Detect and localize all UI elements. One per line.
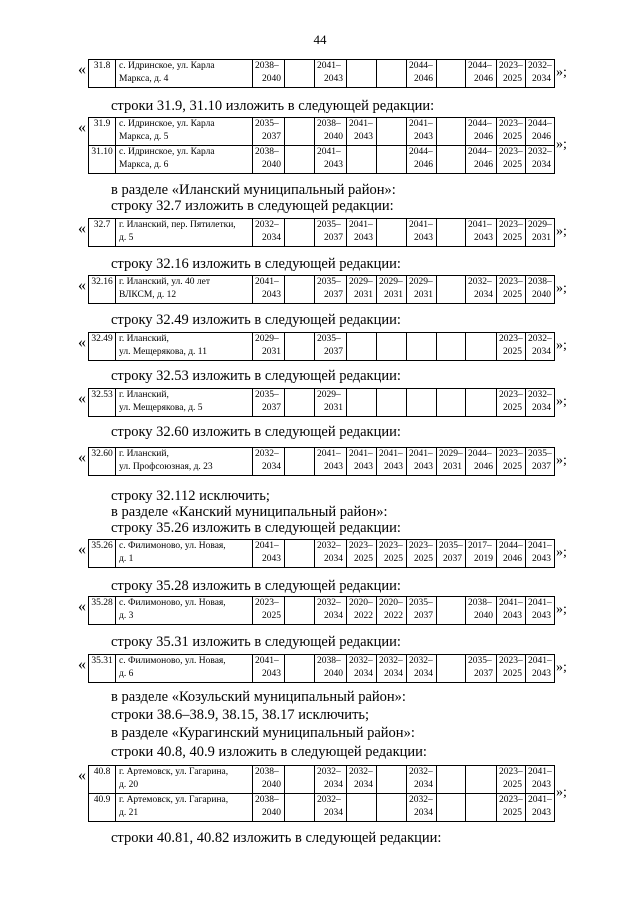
period-cell-3: 2041– 2043 — [315, 60, 347, 88]
period-cell-4 — [347, 146, 377, 174]
period-cell-9: 2023– 2025 — [497, 655, 526, 683]
paragraph-11: строку 35.28 изложить в следующей редакции: — [111, 578, 401, 594]
row-number: 32.16 — [89, 276, 116, 304]
period-cell-5 — [377, 766, 407, 794]
period-cell-5: 2029– 2031 — [377, 276, 407, 304]
row-number: 35.28 — [89, 597, 116, 625]
table-row — [89, 118, 555, 146]
close-quote: »; — [556, 224, 567, 239]
address-cell: г. Иланский, ул. Мещерякова, д. 5 — [116, 389, 253, 417]
period-cell-5 — [377, 219, 407, 247]
close-quote: »; — [556, 453, 567, 468]
table-row — [89, 766, 555, 794]
address-cell: с. Идринское, ул. Карла Маркса, д. 5 — [116, 118, 253, 146]
period-cell-4 — [347, 794, 377, 822]
period-cell-8: 2032– 2034 — [466, 276, 497, 304]
row-number: 32.7 — [89, 219, 116, 247]
period-cell-9: 2023– 2025 — [497, 766, 526, 794]
period-cell-4: 2029– 2031 — [347, 276, 377, 304]
period-cell-2 — [285, 146, 315, 174]
period-cell-6: 2032– 2034 — [407, 655, 437, 683]
row-number: 35.26 — [89, 540, 116, 568]
period-cell-5: 2023– 2025 — [377, 540, 407, 568]
period-cell-4: 2020– 2022 — [347, 597, 377, 625]
period-cell-10: 2044– 2046 — [526, 118, 555, 146]
period-cell-7 — [437, 146, 466, 174]
close-quote: »; — [556, 785, 567, 800]
paragraph-12: строку 35.31 изложить в следующей редакции: — [111, 634, 401, 650]
period-cell-7 — [437, 219, 466, 247]
period-cell-4: 2032– 2034 — [347, 655, 377, 683]
period-cell-7: 2029– 2031 — [437, 448, 466, 476]
period-cell-2 — [285, 219, 315, 247]
paragraph-5: строку 32.49 изложить в следующей редакции: — [111, 312, 401, 328]
period-cell-5 — [377, 794, 407, 822]
close-quote: »; — [556, 137, 567, 152]
period-cell-10: 2041– 2043 — [526, 655, 555, 683]
period-cell-4: 2041– 2043 — [347, 448, 377, 476]
period-cell-10: 2038– 2040 — [526, 276, 555, 304]
period-cell-8 — [466, 794, 497, 822]
period-cell-7 — [437, 276, 466, 304]
paragraph-13: в разделе «Козульский муниципальный район»: — [111, 689, 406, 705]
period-cell-1: 2038– 2040 — [253, 794, 285, 822]
period-cell-4 — [347, 333, 377, 361]
close-quote: »; — [556, 338, 567, 353]
period-cell-7 — [437, 794, 466, 822]
period-cell-2 — [285, 276, 315, 304]
close-quote: »; — [556, 394, 567, 409]
period-cell-6: 2032– 2034 — [407, 766, 437, 794]
close-quote: »; — [556, 602, 567, 617]
period-cell-10: 2041– 2043 — [526, 540, 555, 568]
period-cell-6: 2041– 2043 — [407, 118, 437, 146]
period-cell-10: 2041– 2043 — [526, 766, 555, 794]
period-cell-3: 2035– 2037 — [315, 219, 347, 247]
open-quote: « — [78, 598, 86, 615]
table-row — [89, 276, 555, 304]
paragraph-17: строки 40.81, 40.82 изложить в следующей редакции: — [111, 830, 442, 846]
period-cell-7: 2035– 2037 — [437, 540, 466, 568]
period-cell-9: 2023– 2025 — [497, 219, 526, 247]
period-cell-1: 2032– 2034 — [253, 219, 285, 247]
period-cell-7 — [437, 60, 466, 88]
period-cell-2 — [285, 766, 315, 794]
period-cell-4 — [347, 389, 377, 417]
period-cell-2 — [285, 794, 315, 822]
period-cell-1: 2035– 2037 — [253, 389, 285, 417]
period-cell-8: 2044– 2046 — [466, 146, 497, 174]
row-number: 31.9 — [89, 118, 116, 146]
period-cell-3: 2032– 2034 — [315, 794, 347, 822]
paragraph-6: строку 32.53 изложить в следующей редакции: — [111, 368, 401, 384]
period-cell-1: 2041– 2043 — [253, 276, 285, 304]
table-row — [89, 597, 555, 625]
period-cell-1: 2035– 2037 — [253, 118, 285, 146]
row-number: 32.49 — [89, 333, 116, 361]
period-cell-6: 2023– 2025 — [407, 540, 437, 568]
open-quote: « — [78, 390, 86, 407]
period-cell-3: 2032– 2034 — [315, 766, 347, 794]
period-cell-6: 2041– 2043 — [407, 448, 437, 476]
table-row — [89, 219, 555, 247]
paragraph-1: строки 31.9, 31.10 изложить в следующей редакции: — [111, 98, 435, 114]
address-cell: г. Иланский, ул. 40 лет ВЛКСМ, д. 12 — [116, 276, 253, 304]
period-cell-5 — [377, 146, 407, 174]
period-cell-10: 2032– 2034 — [526, 146, 555, 174]
period-cell-4: 2041– 2043 — [347, 118, 377, 146]
row-number: 40.8 — [89, 766, 116, 794]
period-cell-8: 2044– 2046 — [466, 60, 497, 88]
row-number: 35.31 — [89, 655, 116, 683]
table-row — [89, 448, 555, 476]
address-cell: с. Идринское, ул. Карла Маркса, д. 4 — [116, 60, 253, 88]
period-cell-5: 2020– 2022 — [377, 597, 407, 625]
table-row — [89, 333, 555, 361]
paragraph-16: строки 40.8, 40.9 изложить в следующей редакции: — [111, 744, 427, 760]
period-cell-9: 2023– 2025 — [497, 60, 526, 88]
period-cell-3: 2032– 2034 — [315, 540, 347, 568]
period-cell-2 — [285, 540, 315, 568]
period-cell-9: 2044– 2046 — [497, 540, 526, 568]
period-cell-6: 2044– 2046 — [407, 60, 437, 88]
open-quote: « — [78, 449, 86, 466]
period-cell-8: 2044– 2046 — [466, 448, 497, 476]
period-cell-2 — [285, 389, 315, 417]
period-cell-4 — [347, 60, 377, 88]
period-cell-9: 2023– 2025 — [497, 389, 526, 417]
period-cell-8 — [466, 389, 497, 417]
period-cell-2 — [285, 597, 315, 625]
period-cell-8 — [466, 333, 497, 361]
table-row — [89, 60, 555, 88]
period-cell-3: 2029– 2031 — [315, 389, 347, 417]
row-number: 32.60 — [89, 448, 116, 476]
period-cell-2 — [285, 655, 315, 683]
period-cell-3: 2035– 2037 — [315, 333, 347, 361]
period-cell-2 — [285, 448, 315, 476]
period-cell-7 — [437, 333, 466, 361]
address-cell: г. Иланский, ул. Профсоюзная, д. 23 — [116, 448, 253, 476]
period-cell-10: 2041– 2043 — [526, 597, 555, 625]
paragraph-3: строку 32.7 изложить в следующей редакции: — [111, 198, 394, 214]
table-row — [89, 540, 555, 568]
period-cell-6: 2041– 2043 — [407, 219, 437, 247]
period-cell-6 — [407, 389, 437, 417]
period-cell-3: 2038– 2040 — [315, 655, 347, 683]
period-cell-6: 2029– 2031 — [407, 276, 437, 304]
close-quote: »; — [556, 545, 567, 560]
period-cell-6: 2032– 2034 — [407, 794, 437, 822]
period-cell-9: 2023– 2025 — [497, 146, 526, 174]
period-cell-4: 2023– 2025 — [347, 540, 377, 568]
period-cell-1: 2038– 2040 — [253, 146, 285, 174]
address-cell: г. Иланский, пер. Пятилетки, д. 5 — [116, 219, 253, 247]
open-quote: « — [78, 334, 86, 351]
period-cell-1: 2038– 2040 — [253, 766, 285, 794]
period-cell-9: 2041– 2043 — [497, 597, 526, 625]
open-quote: « — [78, 767, 86, 784]
period-cell-10: 2041– 2043 — [526, 794, 555, 822]
period-cell-10: 2029– 2031 — [526, 219, 555, 247]
period-cell-2 — [285, 60, 315, 88]
open-quote: « — [78, 61, 86, 78]
period-cell-4: 2032– 2034 — [347, 766, 377, 794]
period-cell-8: 2038– 2040 — [466, 597, 497, 625]
open-quote: « — [78, 541, 86, 558]
row-number: 31.10 — [89, 146, 116, 174]
period-cell-7 — [437, 118, 466, 146]
period-cell-1: 2041– 2043 — [253, 540, 285, 568]
period-cell-7 — [437, 655, 466, 683]
period-cell-7 — [437, 597, 466, 625]
period-cell-8: 2041– 2043 — [466, 219, 497, 247]
period-cell-9: 2023– 2025 — [497, 118, 526, 146]
paragraph-8: строку 32.112 исключить; — [111, 488, 270, 504]
address-cell: г. Артемовск, ул. Гагарина, д. 20 — [116, 766, 253, 794]
period-cell-4: 2041– 2043 — [347, 219, 377, 247]
period-cell-7 — [437, 766, 466, 794]
table-row — [89, 655, 555, 683]
address-cell: г. Артемовск, ул. Гагарина, д. 21 — [116, 794, 253, 822]
row-number: 31.8 — [89, 60, 116, 88]
period-cell-8: 2017– 2019 — [466, 540, 497, 568]
period-cell-1: 2032– 2034 — [253, 448, 285, 476]
address-cell: с. Идринское, ул. Карла Маркса, д. 6 — [116, 146, 253, 174]
period-cell-2 — [285, 118, 315, 146]
period-cell-10: 2032– 2034 — [526, 60, 555, 88]
paragraph-2: в разделе «Иланский муниципальный район»: — [111, 182, 396, 198]
period-cell-5: 2041– 2043 — [377, 448, 407, 476]
period-cell-1: 2029– 2031 — [253, 333, 285, 361]
close-quote: »; — [556, 281, 567, 296]
period-cell-1: 2038– 2040 — [253, 60, 285, 88]
period-cell-9: 2023– 2025 — [497, 276, 526, 304]
period-cell-3: 2041– 2043 — [315, 448, 347, 476]
period-cell-2 — [285, 333, 315, 361]
period-cell-5 — [377, 60, 407, 88]
open-quote: « — [78, 277, 86, 294]
period-cell-8 — [466, 766, 497, 794]
period-cell-8: 2035– 2037 — [466, 655, 497, 683]
period-cell-6 — [407, 333, 437, 361]
period-cell-9: 2023– 2025 — [497, 794, 526, 822]
period-cell-9: 2023– 2025 — [497, 448, 526, 476]
open-quote: « — [78, 656, 86, 673]
period-cell-3: 2035– 2037 — [315, 276, 347, 304]
open-quote: « — [78, 220, 86, 237]
period-cell-8: 2044– 2046 — [466, 118, 497, 146]
period-cell-5: 2032– 2034 — [377, 655, 407, 683]
address-cell: с. Филимоново, ул. Новая, д. 3 — [116, 597, 253, 625]
address-cell: с. Филимоново, ул. Новая, д. 1 — [116, 540, 253, 568]
period-cell-10: 2032– 2034 — [526, 389, 555, 417]
table-row — [89, 794, 555, 822]
period-cell-6: 2044– 2046 — [407, 146, 437, 174]
paragraph-7: строку 32.60 изложить в следующей редакции: — [111, 424, 401, 440]
period-cell-3: 2032– 2034 — [315, 597, 347, 625]
address-cell: г. Иланский, ул. Мещерякова, д. 11 — [116, 333, 253, 361]
address-cell: с. Филимоново, ул. Новая, д. 6 — [116, 655, 253, 683]
period-cell-1: 2023– 2025 — [253, 597, 285, 625]
close-quote: »; — [556, 660, 567, 675]
page-number: 44 — [313, 32, 327, 47]
period-cell-9: 2023– 2025 — [497, 333, 526, 361]
period-cell-3: 2041– 2043 — [315, 146, 347, 174]
period-cell-7 — [437, 389, 466, 417]
row-number: 40.9 — [89, 794, 116, 822]
table-row — [89, 146, 555, 174]
paragraph-15: в разделе «Курагинский муниципальный район»: — [111, 725, 415, 741]
period-cell-10: 2035– 2037 — [526, 448, 555, 476]
row-number: 32.53 — [89, 389, 116, 417]
paragraph-10: строку 35.26 изложить в следующей редакции: — [111, 520, 401, 536]
paragraph-9: в разделе «Канский муниципальный район»: — [111, 504, 388, 520]
paragraph-4: строку 32.16 изложить в следующей редакции: — [111, 256, 401, 272]
paragraph-14: строки 38.6–38.9, 38.15, 38.17 исключить; — [111, 707, 370, 723]
table-row — [89, 389, 555, 417]
period-cell-5 — [377, 333, 407, 361]
period-cell-5 — [377, 389, 407, 417]
open-quote: « — [78, 119, 86, 136]
period-cell-3: 2038– 2040 — [315, 118, 347, 146]
period-cell-5 — [377, 118, 407, 146]
close-quote: »; — [556, 65, 567, 80]
period-cell-10: 2032– 2034 — [526, 333, 555, 361]
period-cell-1: 2041– 2043 — [253, 655, 285, 683]
period-cell-6: 2035– 2037 — [407, 597, 437, 625]
